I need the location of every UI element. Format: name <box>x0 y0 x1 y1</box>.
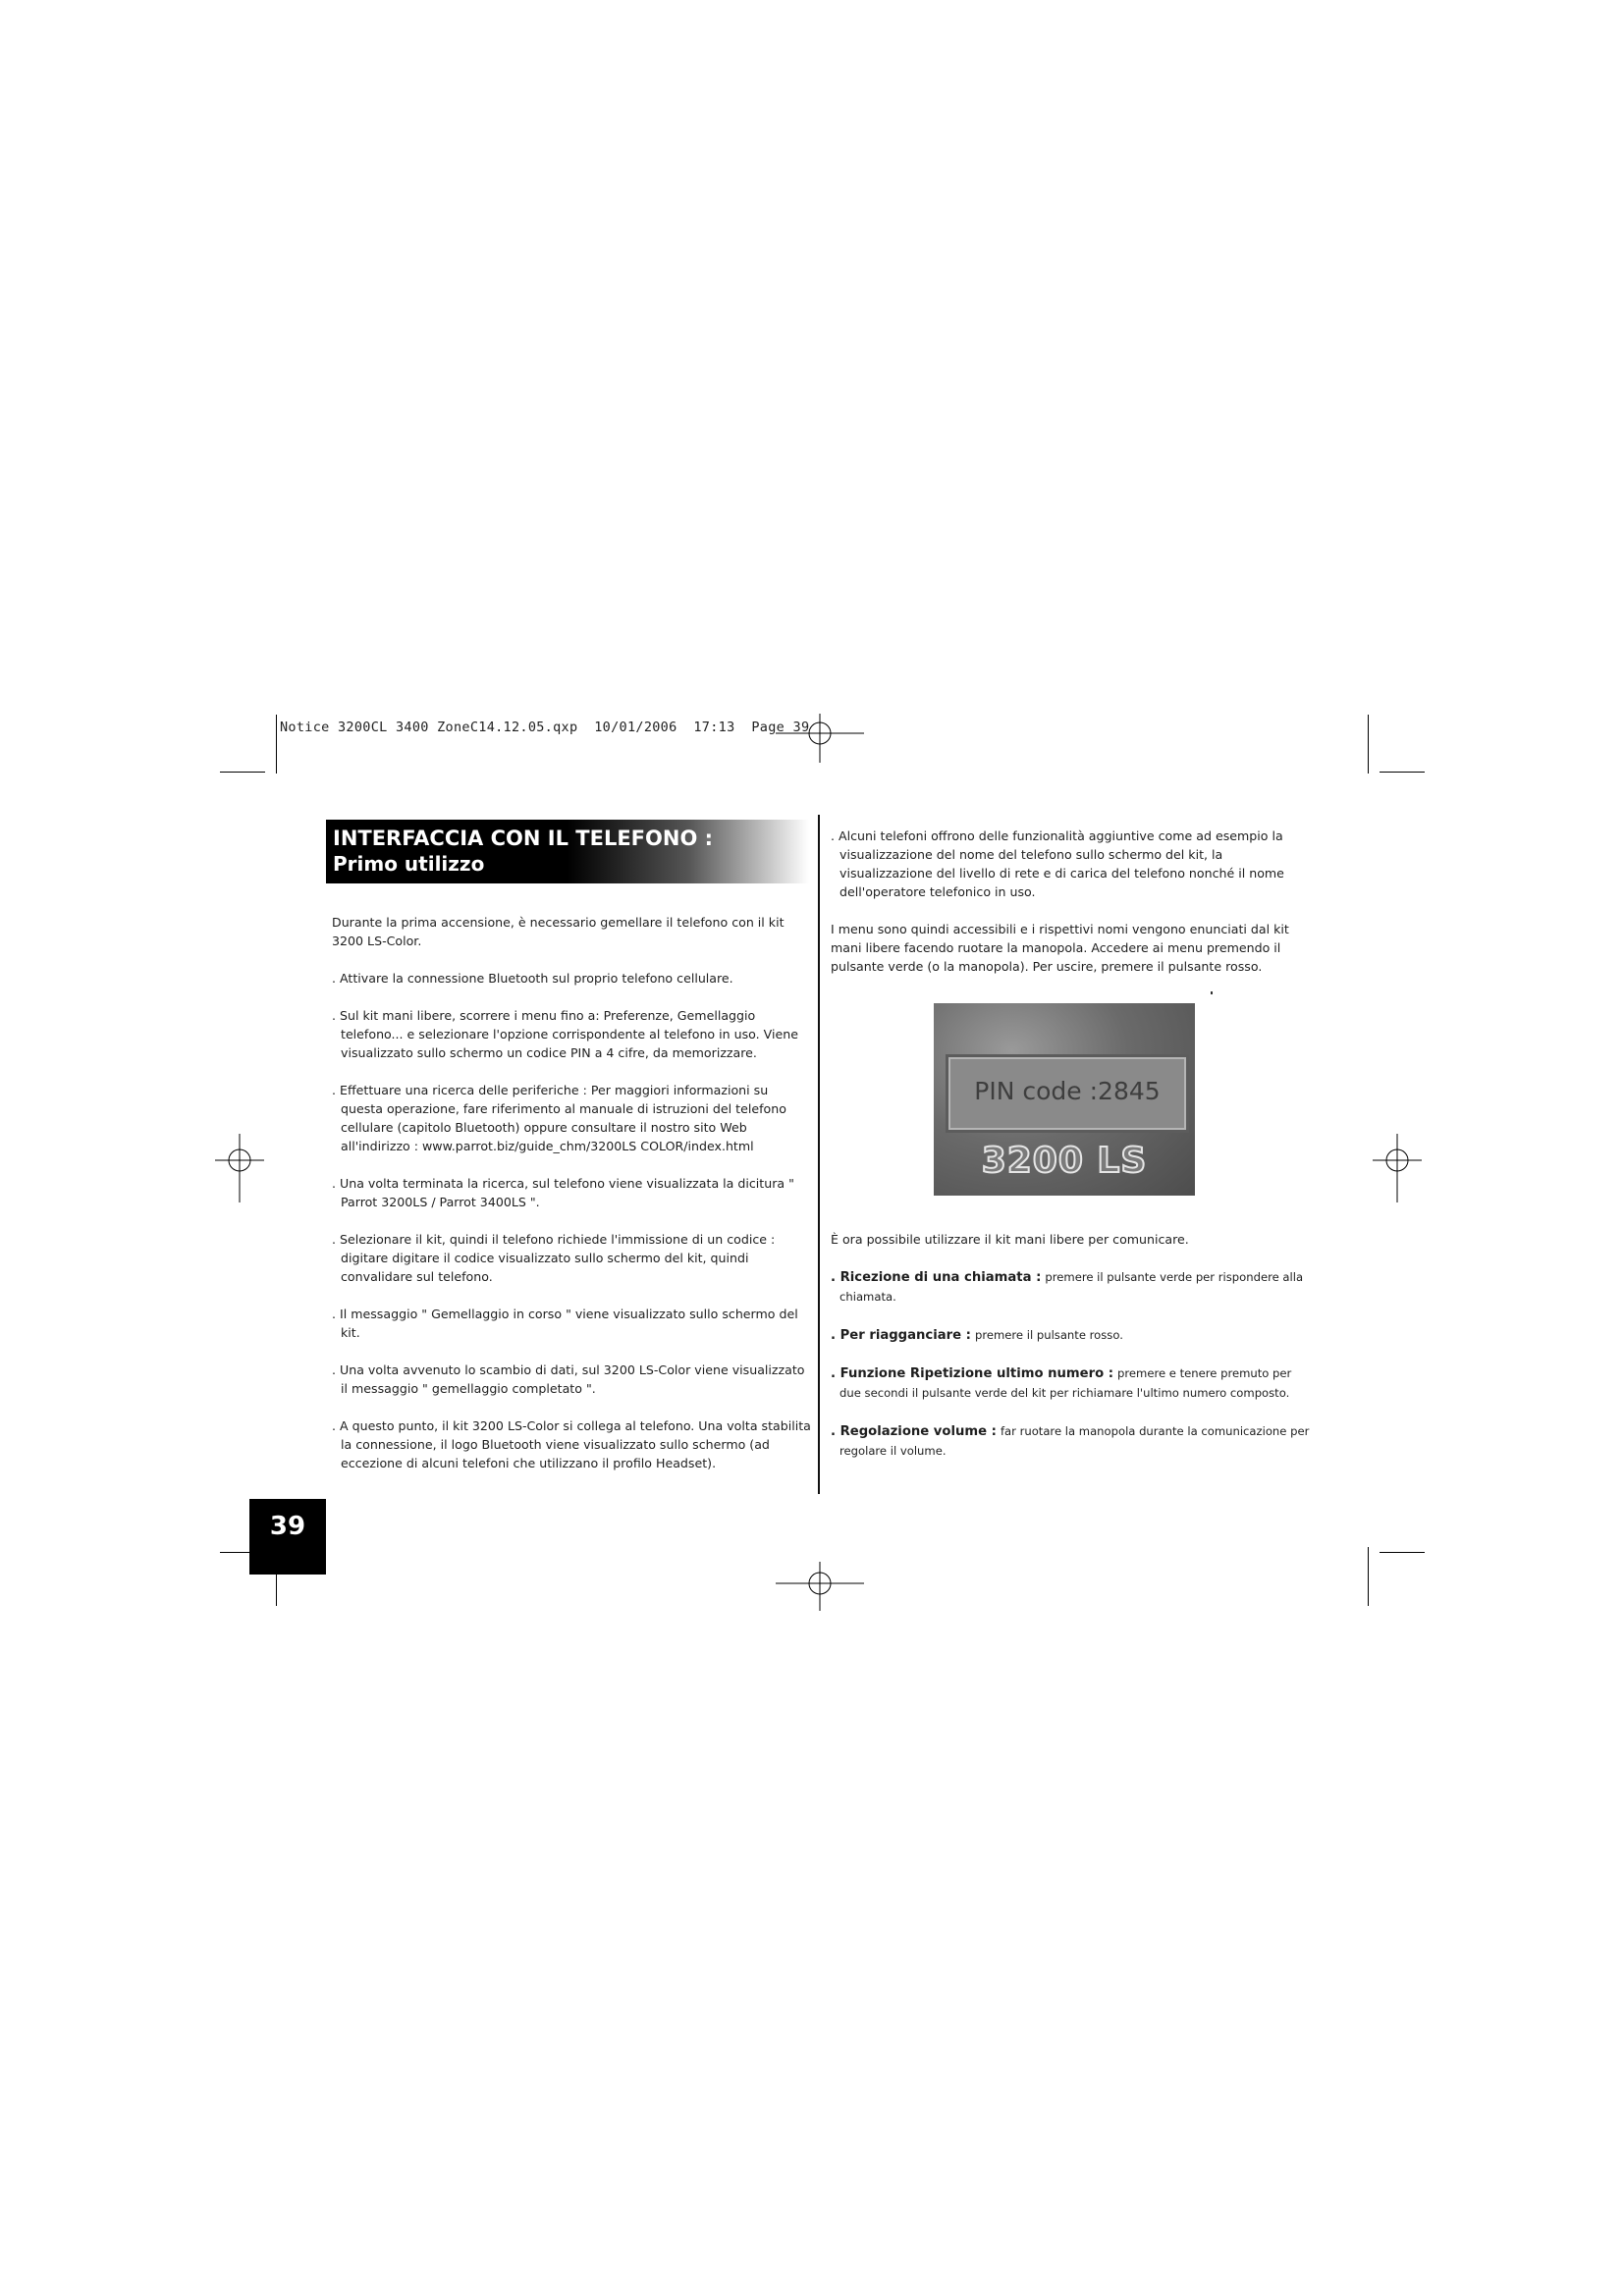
crop-mark <box>1380 772 1425 773</box>
section-title: INTERFACCIA CON IL TELEFONO : <box>333 827 714 850</box>
page-number: 39 <box>249 1499 326 1575</box>
feature-item: . Per riagganciare : premere il pulsante rosso. <box>831 1328 1123 1343</box>
right-column-top <box>831 827 1312 994</box>
feature-item: . Ricezione di una chiamata : premere il pulsante verde per rispondere alla chiamata. <box>831 1270 1304 1304</box>
menu-paragraph: I menu sono quindi accessibili e i rispettivi nomi vengono enunciati dal kit mani libere facendo ruotare la manopola. Accedere ai menu premendo il pulsante verde (o la manopola). Per uscire, premere il pulsante rosso. <box>831 922 1289 974</box>
step-item: . Attivare la connessione Bluetooth sul proprio telefono cellulare. <box>332 971 733 986</box>
pin-code-box <box>946 1054 1189 1133</box>
crop-mark <box>1380 1552 1425 1553</box>
step-item: . Una volta terminata la ricerca, sul telefono viene visualizzata la dicitura " Parrot 3200LS / Parrot 3400LS ". <box>332 1176 794 1209</box>
registration-mark-right <box>1373 1134 1422 1202</box>
feature-item: . Regolazione volume : far ruotare la manopola durante la comunicazione per regolare il volume. <box>831 1424 1310 1458</box>
step-item: . Sul kit mani libere, scorrere i menu fino a: Preferenze, Gemellaggio telefono... e selezionare l'opzione corrispondente al telefono in uso. Viene visualizzato sullo schermo un codice PIN a 4 cifre, da memorizzare. <box>332 1008 798 1060</box>
stray-mark <box>1211 991 1213 994</box>
step-item: . Il messaggio " Gemellaggio in corso " viene visualizzato sullo schermo del kit. <box>332 1307 798 1340</box>
feature-item: . Funzione Ripetizione ultimo numero : premere e tenere premuto per due secondi il pulsante verde del kit per richiamare l'ultimo numero composto. <box>831 1366 1292 1400</box>
feature-label: Regolazione volume : <box>839 1424 997 1439</box>
column-divider <box>818 815 820 1494</box>
note-paragraph: . Alcuni telefoni offrono delle funzionalità aggiuntive come ad esempio la visualizzazione del nome del telefono sullo schermo del kit, la visualizzazione del livello di rete e di carica del telefono nonché il nome dell'operatore telefonico in uso. <box>831 828 1284 899</box>
left-column <box>332 913 813 1491</box>
feature-label: Funzione Ripetizione ultimo numero : <box>839 1366 1113 1381</box>
registration-mark-bottom <box>776 1562 864 1611</box>
device-screen-photo <box>934 1003 1195 1196</box>
feature-text: premere il pulsante rosso. <box>974 1328 1123 1342</box>
feature-label: Per riagganciare : <box>839 1328 971 1343</box>
registration-mark-left <box>215 1134 264 1202</box>
pin-code-label: PIN code :2845 <box>974 1077 1161 1105</box>
model-logo: 3200 LS <box>981 1141 1148 1181</box>
print-slug: Notice 3200CL 3400 ZoneC14.12.05.qxp 10/01/2006 17:13 Page 39 <box>280 720 810 735</box>
feature-text: far ruotare la manopola durante la comunicazione per regolare il volume. <box>839 1424 1310 1458</box>
step-item: . Effettuare una ricerca delle periferiche : Per maggiori informazioni su questa operazione, fare riferimento al manuale di istruzioni del telefono cellulare (capitolo Bluetooth) oppure consultare il nostro sito Web all'indirizzo : www.parrot.biz/guide_chm/3200LS COLOR/index.html <box>332 1083 786 1153</box>
usage-intro: È ora possibile utilizzare il kit mani libere per comunicare. <box>831 1232 1189 1247</box>
feature-text: premere e tenere premuto per due secondi il pulsante verde del kit per richiamare l'ultimo numero composto. <box>839 1366 1292 1400</box>
crop-mark <box>276 715 277 774</box>
crop-mark <box>1368 715 1369 774</box>
intro-paragraph: Durante la prima accensione, è necessario gemellare il telefono con il kit 3200 LS-Color. <box>332 915 785 948</box>
step-item: . A questo punto, il kit 3200 LS-Color si collega al telefono. Una volta stabilita la connessione, il logo Bluetooth viene visualizzato sullo schermo (ad eccezione di alcuni telefoni che utilizzano il profilo Headset). <box>332 1418 811 1470</box>
section-header <box>326 820 809 883</box>
feature-text: premere il pulsante verde per rispondere alla chiamata. <box>839 1270 1304 1304</box>
section-subtitle: Primo utilizzo <box>333 852 485 876</box>
crop-mark <box>220 772 265 773</box>
step-item: . Selezionare il kit, quindi il telefono richiede l'immissione di un codice : digitare digitare il codice visualizzato sullo schermo del kit, quindi convalidare sul telefono. <box>332 1232 776 1284</box>
right-column-bottom <box>831 1230 1312 1479</box>
step-item: . Una volta avvenuto lo scambio di dati, sul 3200 LS-Color viene visualizzato il messaggio " gemellaggio completato ". <box>332 1362 805 1396</box>
crop-mark <box>1368 1547 1369 1606</box>
registration-mark-top <box>776 714 864 763</box>
feature-label: Ricezione di una chiamata : <box>839 1270 1042 1285</box>
